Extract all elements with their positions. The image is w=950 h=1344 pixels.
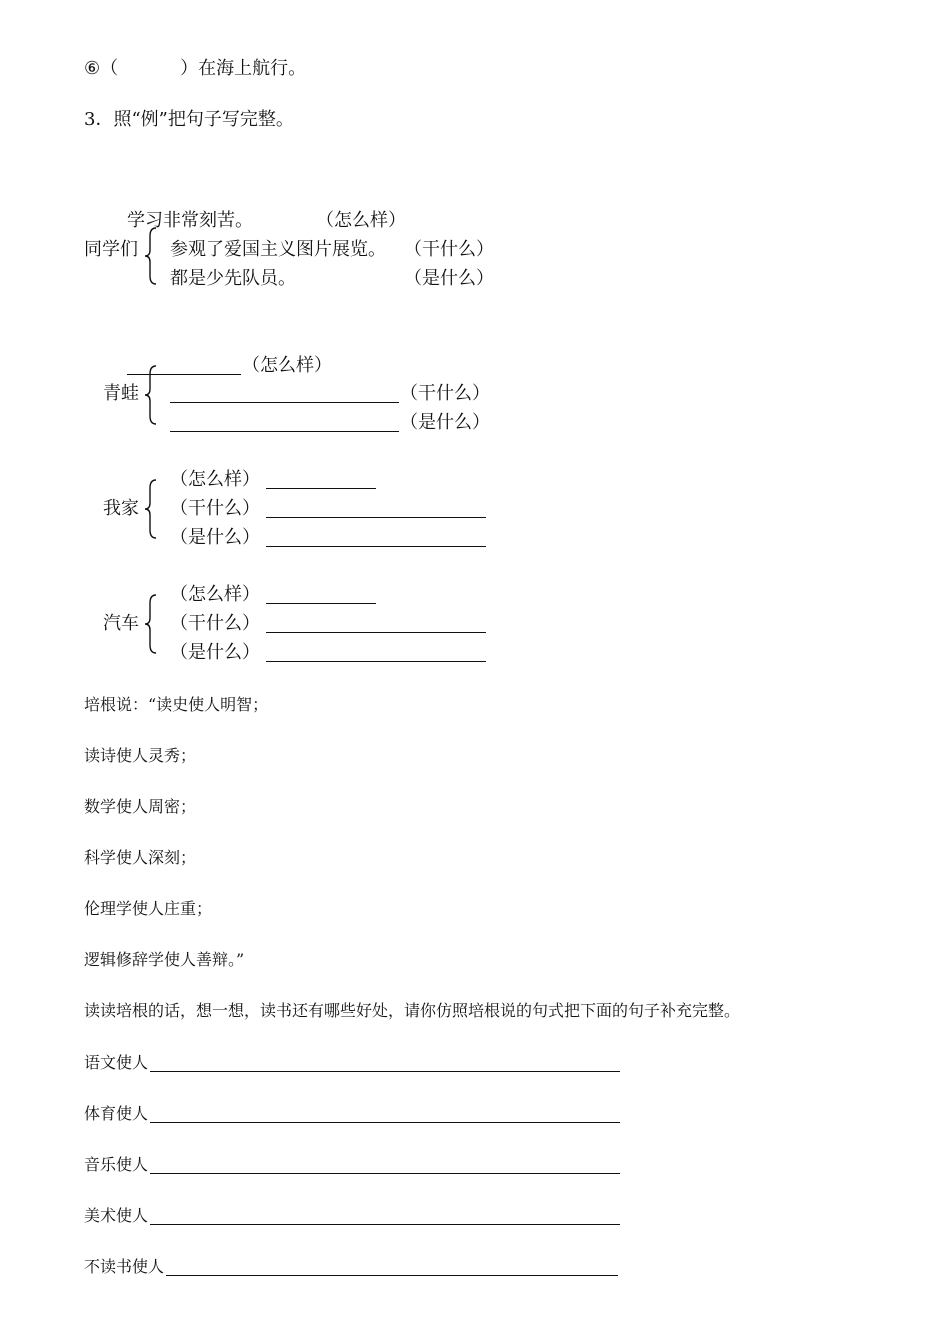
home-blank-1[interactable] — [266, 488, 376, 489]
example-row-1-text: 学习非常刻苦。 — [127, 210, 253, 231]
car-blank-1[interactable] — [266, 603, 376, 604]
bacon-line-4: 科学使人深刻； — [84, 848, 197, 867]
example-row-2-text: 参观了爱国主义图片展览。 — [170, 239, 386, 260]
fill-label-4: 美术使人 — [84, 1206, 149, 1225]
frog-hint-3: （是什么） — [400, 412, 490, 433]
bacon-line-3: 数学使人周密； — [84, 797, 197, 816]
left-brace-icon — [142, 226, 158, 286]
home-hint-2: （干什么） — [170, 498, 260, 519]
section3-title: 3．照“例”把句子写完整。 — [84, 109, 294, 130]
home-blank-3[interactable] — [266, 546, 486, 547]
item6-close-paren: ） — [180, 58, 199, 79]
fill-blank-2[interactable] — [150, 1122, 620, 1123]
home-subject: 我家 — [103, 498, 139, 519]
example-row-3-text: 都是少先队员。 — [170, 268, 296, 289]
car-blank-3[interactable] — [266, 661, 486, 662]
bacon-instruction: 读读培根的话，想一想，读书还有哪些好处，请你仿照培根说的句式把下面的句子补充完整。 — [84, 1001, 741, 1020]
fill-label-2: 体育使人 — [84, 1104, 149, 1123]
frog-subject: 青蛙 — [103, 383, 139, 404]
fill-label-5: 不读书使人 — [84, 1257, 165, 1276]
example-row-1-hint: （怎么样） — [316, 210, 406, 231]
left-brace-icon — [142, 593, 158, 655]
fill-label-3: 音乐使人 — [84, 1155, 149, 1174]
left-brace-icon — [142, 478, 158, 540]
frog-blank-3[interactable] — [170, 431, 399, 432]
item6-line — [84, 60, 306, 78]
bacon-line-6: 逻辑修辞学使人善辩。” — [84, 950, 245, 969]
home-blank-2[interactable] — [266, 517, 486, 518]
car-hint-3: （是什么） — [170, 642, 260, 663]
left-brace-icon — [142, 364, 158, 426]
car-hint-1: （怎么样） — [170, 584, 260, 605]
home-hint-3: （是什么） — [170, 527, 260, 548]
example-row-2-hint: （干什么） — [404, 239, 494, 260]
example-row-3-hint: （是什么） — [404, 268, 494, 289]
bacon-line-2: 读诗使人灵秀； — [84, 746, 197, 765]
fill-blank-3[interactable] — [150, 1173, 620, 1174]
fill-blank-5[interactable] — [166, 1275, 618, 1276]
frog-hint-1: （怎么样） — [242, 355, 332, 376]
home-hint-1: （怎么样） — [170, 469, 260, 490]
fill-blank-1[interactable] — [150, 1071, 620, 1072]
car-subject: 汽车 — [103, 613, 139, 634]
fill-label-1: 语文使人 — [84, 1053, 149, 1072]
car-blank-2[interactable] — [266, 632, 486, 633]
example-subject: 同学们 — [84, 239, 138, 260]
bacon-line-1: 培根说：“读史使人明智； — [84, 695, 269, 714]
frog-blank-2[interactable] — [170, 402, 399, 403]
bacon-line-5: 伦理学使人庄重； — [84, 899, 213, 918]
item6-open-paren: （ — [100, 58, 119, 79]
fill-blank-4[interactable] — [150, 1224, 620, 1225]
item6-mark: ⑥ — [84, 58, 101, 79]
car-hint-2: （干什么） — [170, 613, 260, 634]
item6-text: 在海上航行。 — [198, 58, 307, 79]
frog-hint-2: （干什么） — [400, 383, 490, 404]
